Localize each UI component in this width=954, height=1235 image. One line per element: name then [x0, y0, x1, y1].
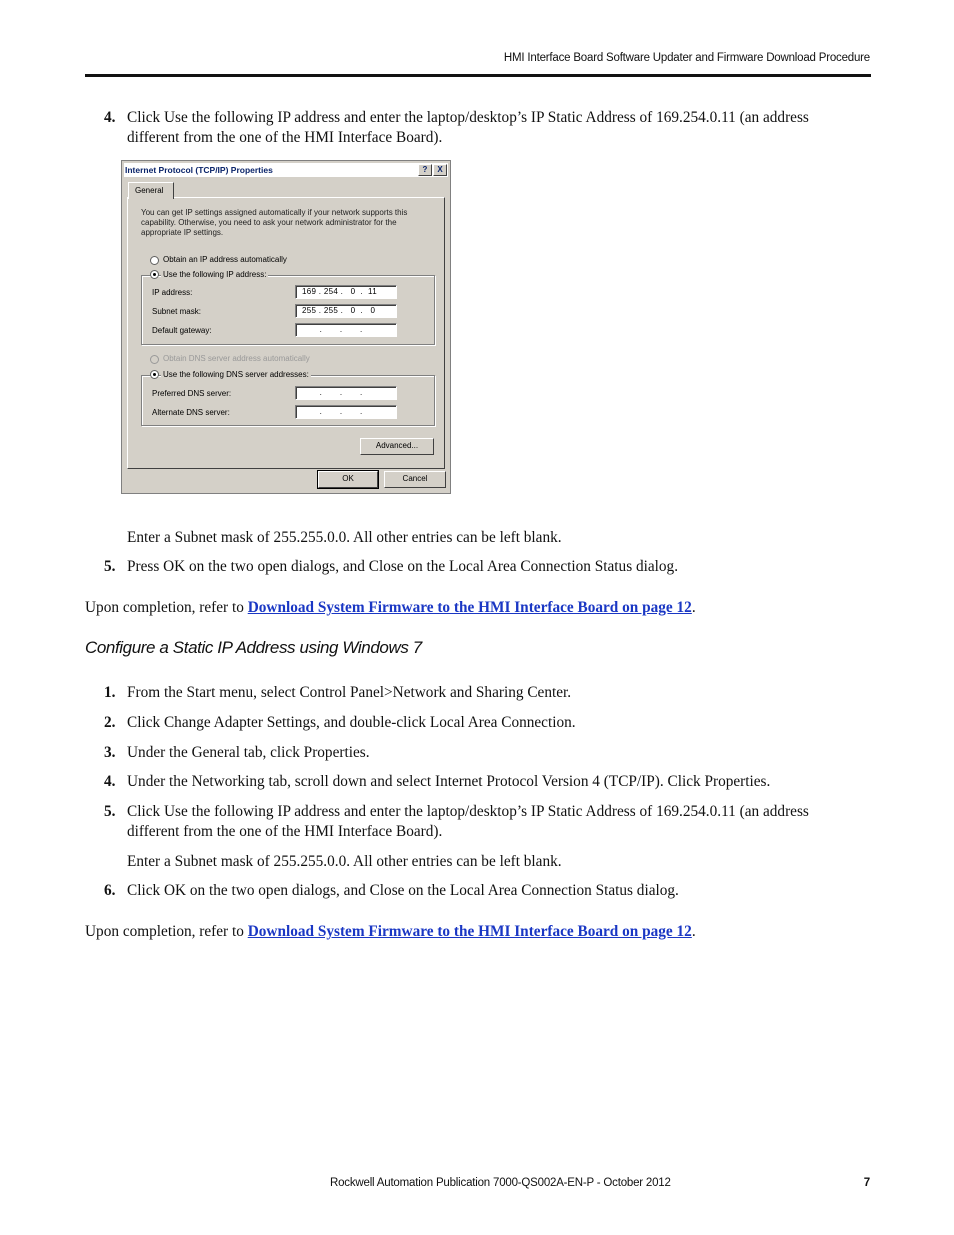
firmware-download-link[interactable]: Download System Firmware to the HMI Interface Board on page 12: [247, 599, 692, 616]
subnet-mask-field[interactable]: 255 . 255 . 0 . 0: [295, 304, 397, 318]
preferred-dns-field[interactable]: . . .: [295, 386, 397, 400]
radio-auto-ip-label: Obtain an IP address automatically: [163, 255, 287, 264]
completion-note-1: Upon completion, refer to Download System Firmware to the HMI Interface Board on page 12.: [85, 599, 696, 616]
radio-static-ip-label: Use the following IP address:: [163, 270, 267, 279]
radio-auto-dns[interactable]: [150, 355, 159, 364]
step-number: 4.: [104, 109, 116, 126]
step-text: Press OK on the two open dialogs, and Close on the Local Area Connection Status dialog.: [127, 558, 679, 575]
help-button[interactable]: ?: [418, 164, 432, 176]
publication-id: Rockwell Automation Publication 7000-QS002A-EN-P - October 2012: [330, 1177, 671, 1189]
advanced-button[interactable]: Advanced...: [360, 438, 434, 455]
step-text: Click Use the following IP address and enter the laptop/desktop’s IP Static Address of 169.254.0.11 (an address different from the one of the HMI Interface Board).: [127, 109, 809, 146]
radio-auto-ip[interactable]: [150, 256, 159, 265]
firmware-download-link-2[interactable]: Download System Firmware to the HMI Interface Board on page 12: [247, 923, 692, 940]
dialog-title: Internet Protocol (TCP/IP) Properties: [125, 165, 273, 175]
step-number: 5.: [104, 558, 116, 575]
tab-general[interactable]: General: [128, 182, 174, 199]
step-3-win7: 3. Under the General tab, click Properties.: [104, 744, 370, 761]
section-heading-windows7: Configure a Static IP Address using Windows 7: [85, 638, 422, 657]
radio-static-ip[interactable]: [150, 270, 159, 279]
ip-address-field[interactable]: 169 . 254 . 0 . 11: [295, 285, 397, 299]
running-header: HMI Interface Board Software Updater and Firmware Download Procedure: [503, 52, 870, 64]
step-6-win7: 6. Click OK on the two open dialogs, and Close on the Local Area Connection Status dialog.: [104, 882, 679, 899]
default-gateway-field[interactable]: . . .: [295, 323, 397, 337]
step-4-xp: [104, 108, 854, 148]
step-5-win7: 5. Click Use the following IP address and enter the laptop/desktop’s IP Static Address of 169.254.0.11 (an address different from the one of the HMI Interface Board).: [104, 803, 809, 840]
radio-static-dns-label: Use the following DNS server addresses:: [163, 370, 309, 379]
preferred-dns-label: Preferred DNS server:: [152, 389, 232, 398]
completion-note-2: Upon completion, refer to Download System Firmware to the HMI Interface Board on page 12.: [85, 923, 696, 940]
intro-text: You can get IP settings assigned automatically if your network supports this capability. Otherwise, you need to ask your network administrator for the appropriate IP settings.: [141, 208, 408, 237]
radio-auto-dns-label: Obtain DNS server address automatically: [163, 354, 310, 363]
alternate-dns-label: Alternate DNS server:: [152, 408, 230, 417]
subnet-note-xp: Enter a Subnet mask of 255.255.0.0. All other entries can be left blank.: [127, 529, 562, 546]
subnet-mask-label: Subnet mask:: [152, 307, 201, 316]
close-button[interactable]: X: [433, 164, 447, 176]
subnet-note-win7: Enter a Subnet mask of 255.255.0.0. All other entries can be left blank.: [127, 853, 562, 870]
dialog-titlebar: [124, 163, 448, 177]
cancel-button[interactable]: Cancel: [384, 471, 446, 488]
header-rule: [85, 74, 871, 77]
step-4-win7: 4. Under the Networking tab, scroll down and select Internet Protocol Version 4 (TCP/IP). Click Properties.: [104, 773, 771, 790]
step-2-win7: 2. Click Change Adapter Settings, and double-click Local Area Connection.: [104, 714, 576, 731]
radio-static-dns[interactable]: [150, 370, 159, 379]
default-gateway-label: Default gateway:: [152, 326, 212, 335]
general-panel: [127, 197, 445, 469]
page-number: 7: [863, 1177, 870, 1189]
step-5-xp: [104, 557, 854, 577]
ip-address-label: IP address:: [152, 288, 193, 297]
tcpip-properties-dialog: [121, 160, 451, 494]
alternate-dns-field[interactable]: . . .: [295, 405, 397, 419]
step-1-win7: 1. From the Start menu, select Control Panel>Network and Sharing Center.: [104, 684, 572, 701]
ok-button[interactable]: OK: [318, 471, 378, 488]
